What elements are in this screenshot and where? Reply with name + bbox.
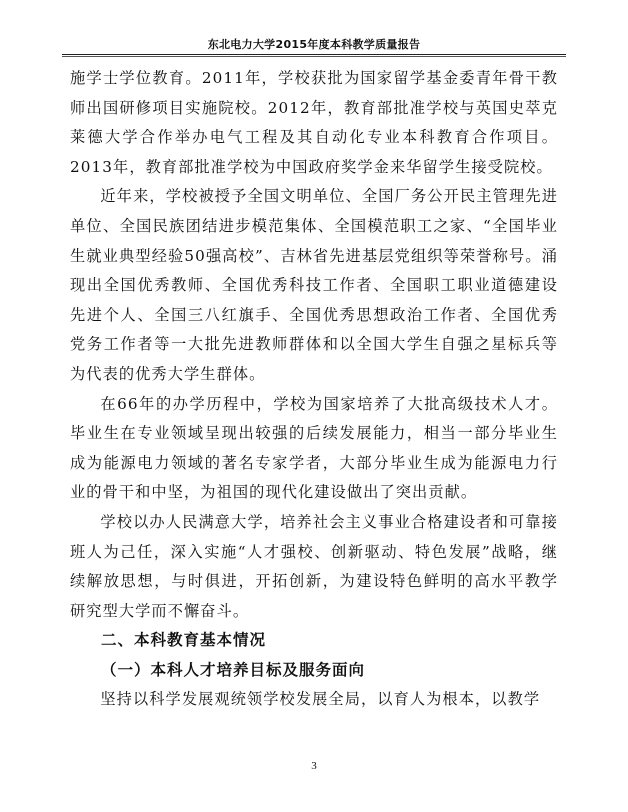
paragraph-honors: 近年来，学校被授予全国文明单位、全国厂务公开民主管理先进单位、全国民族团结进步模范集体、全国模范职工之家、“全国毕业生就业典型经验50强高校”、吉林省先进基层党组织等荣誉称号。涌现出全国优秀教师、全国优秀科技工作者、全国职工职业道德建设先进个人、全国三八红旗手、全国优秀思想政治工作者、全国优秀党务工作者等一大批先进教师群体和以全国大学生自强之星标兵等为代表的优秀大学生群体。: [70, 187, 558, 383]
body-text: [70, 64, 558, 715]
paragraph-mission: 学校以办人民满意大学，培养社会主义事业合格建设者和可靠接班人为己任，深入实施“人才强校、创新驱动、特色发展”战略，继续解放思想，与时俱进，开拓创新，为建设特色鲜明的高水平教学研究型大学而不懈奋斗。: [70, 512, 558, 620]
running-header: 东北电力大学2015年度本科教学质量报告: [207, 38, 421, 51]
subsection-heading: （一）本科人才培养目标及服务面向: [101, 660, 366, 679]
header-rule: [62, 54, 566, 55]
page-number: 3: [311, 760, 317, 772]
paragraph-last: 坚持以科学发展观统领学校发展全局，以育人为根本，以教学: [100, 690, 541, 709]
paragraph-history: 在66年的办学历程中，学校为国家培养了大批高级技术人才。毕业生在专业领域呈现出较强的后续发展能力，相当一部分毕业生成为能源电力领域的著名专家学者，大部分毕业生成为能源电力行业的骨干和中坚，为祖国的现代化建设做出了突出贡献。: [70, 394, 558, 502]
header-rule-thin: [62, 56, 566, 57]
paragraph-continued: 施学士学位教育。2011年，学校获批为国家留学基金委青年骨干教师出国研修项目实施院校。2012年，教育部批准学校与英国史萃克莱德大学合作举办电气工程及其自动化专业本科教育合作项目。2013年，教育部批准学校为中国政府奖学金来华留学生接受院校。: [70, 69, 558, 176]
section-heading: 二、本科教育基本情况: [101, 631, 267, 650]
